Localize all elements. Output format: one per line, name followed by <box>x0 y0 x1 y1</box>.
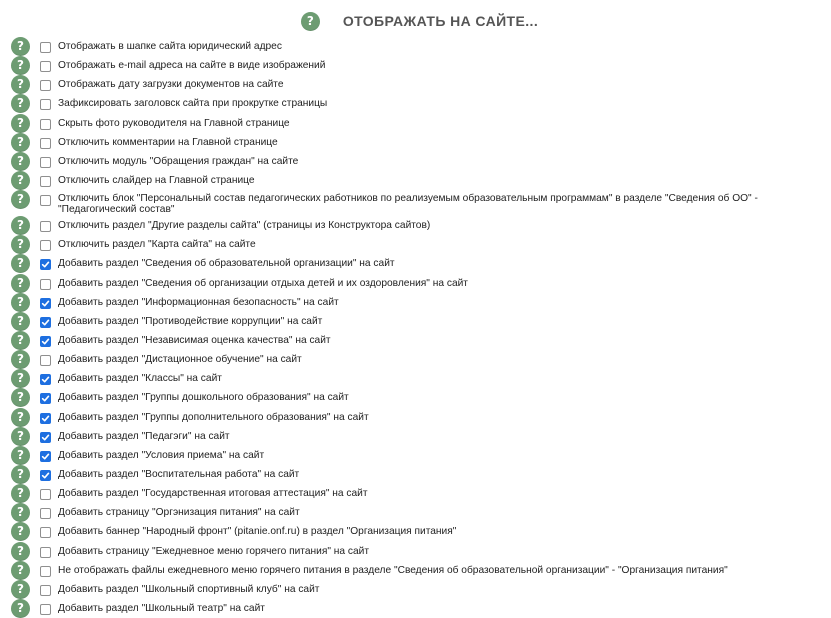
help-icon[interactable]: ? <box>11 561 30 580</box>
option-row[interactable] <box>0 56 831 75</box>
help-icon[interactable]: ? <box>11 274 30 293</box>
option-label[interactable]: Добавить раздел "Педагэги" на сайт <box>58 430 230 442</box>
checkbox-unchecked[interactable] <box>40 80 51 91</box>
option-row[interactable] <box>0 522 831 541</box>
option-label[interactable]: Добавить страницу "Оргэнизация питания" на сайт <box>58 507 300 519</box>
option-row[interactable] <box>0 216 831 235</box>
help-icon[interactable]: ? <box>11 254 30 273</box>
option-label[interactable]: Зафиксировать заголовск сайта при прокрутке страницы <box>58 98 328 110</box>
checkbox-unchecked[interactable] <box>40 99 51 110</box>
option-label[interactable]: Добавить раздел "Государственная итоговая аттестация" на сайт <box>58 488 368 500</box>
checkmark-icon <box>41 414 50 423</box>
checkbox-checked[interactable] <box>40 317 51 328</box>
help-icon[interactable]: ? <box>11 331 30 350</box>
help-icon[interactable]: ? <box>301 12 320 31</box>
option-label[interactable]: Добавить раздел "Противодействие коррупции" на сайт <box>58 315 323 327</box>
option-row[interactable] <box>0 152 831 171</box>
help-icon[interactable]: ? <box>11 171 30 190</box>
checkmark-icon <box>41 452 50 461</box>
option-label[interactable]: Добавить раздел "Школьный спортивный клуб" на сайт <box>58 583 320 595</box>
help-icon[interactable]: ? <box>11 465 30 484</box>
checkbox-unchecked[interactable] <box>40 604 51 615</box>
checkmark-icon <box>41 337 50 346</box>
help-icon[interactable]: ? <box>11 216 30 235</box>
checkbox-unchecked[interactable] <box>40 42 51 53</box>
option-label[interactable]: Отключить раздел "Карта сайта" на сайте <box>58 239 256 251</box>
option-row[interactable] <box>0 580 831 599</box>
help-icon[interactable]: ? <box>11 484 30 503</box>
option-row[interactable] <box>0 388 831 407</box>
help-icon[interactable]: ? <box>11 190 30 209</box>
page-title: ОТОБРАЖАТЬ НА САЙТЕ... <box>342 13 539 29</box>
option-row[interactable] <box>0 37 831 56</box>
help-icon[interactable]: ? <box>11 542 30 561</box>
checkbox-unchecked[interactable] <box>40 566 51 577</box>
checkmark-icon <box>41 471 50 480</box>
option-row[interactable] <box>0 94 831 113</box>
checkbox-unchecked[interactable] <box>40 61 51 72</box>
help-icon[interactable]: ? <box>11 580 30 599</box>
option-row[interactable] <box>0 312 831 331</box>
checkbox-checked[interactable] <box>40 336 51 347</box>
option-label[interactable]: Добавить раздел "Условия приема" на сайт <box>58 449 265 461</box>
option-label[interactable]: Добавить раздел "Группы дошкольного образования" на сайт <box>58 392 349 404</box>
option-row[interactable] <box>0 171 831 190</box>
help-icon[interactable]: ? <box>11 152 30 171</box>
checkbox-checked[interactable] <box>40 374 51 385</box>
checkbox-checked[interactable] <box>40 393 51 404</box>
option-row[interactable] <box>0 503 831 522</box>
checkbox-checked[interactable] <box>40 259 51 270</box>
checkbox-checked[interactable] <box>40 413 51 424</box>
option-row[interactable] <box>0 561 831 580</box>
checkmark-icon <box>41 433 50 442</box>
option-row[interactable] <box>0 427 831 446</box>
option-label[interactable]: Отключить модуль "Обращения граждан" на сайте <box>58 155 299 167</box>
checkbox-unchecked[interactable] <box>40 176 51 187</box>
option-label[interactable]: Скрыть фото руководителя на Главной странице <box>58 117 290 129</box>
checkbox-unchecked[interactable] <box>40 279 51 290</box>
option-label[interactable]: Отключить раздел "Другие разделы сайта" (страницы из Конструктора сайтов) <box>58 220 431 232</box>
checkbox-checked[interactable] <box>40 470 51 481</box>
option-row[interactable] <box>0 350 831 369</box>
option-label[interactable]: Не отображать файлы ежедневного меню горячего питания в разделе "Сведения об образовательной организации" - "Организация питания" <box>58 564 728 576</box>
checkbox-unchecked[interactable] <box>40 527 51 538</box>
help-icon[interactable]: ? <box>11 446 30 465</box>
checkbox-unchecked[interactable] <box>40 547 51 558</box>
help-icon[interactable]: ? <box>11 75 30 94</box>
option-label[interactable]: Добавить раздел "Независимая оценка качества" на сайт <box>58 334 331 346</box>
option-row[interactable] <box>0 369 831 388</box>
help-icon[interactable]: ? <box>11 388 30 407</box>
option-label[interactable]: Добавить раздел "Воспитательная работа" на сайт <box>58 468 300 480</box>
help-icon[interactable]: ? <box>11 522 30 541</box>
checkbox-unchecked[interactable] <box>40 221 51 232</box>
option-label[interactable]: Добавить раздел "Дистационное обучение" на сайт <box>58 354 302 366</box>
option-label[interactable]: Отключить блок "Персональный состав педагогических работников по реализуемым образовательным программам" в разделе "Сведения об ОО" - "Педагогический состав" <box>58 193 758 216</box>
option-row[interactable] <box>0 75 831 94</box>
help-icon[interactable]: ? <box>11 369 30 388</box>
option-label[interactable]: Добавить баннер "Народный фронт" (pitanie.onf.ru) в раздел "Организация питания" <box>58 526 457 538</box>
checkbox-unchecked[interactable] <box>40 489 51 500</box>
option-label[interactable]: Добавить раздел "Сведения об организации отдыха детей и их оздоровления" на сайт <box>58 277 468 289</box>
option-label[interactable]: Добавить страницу "Ежедневное меню горячего питания" на сайт <box>58 545 370 557</box>
option-label[interactable]: Отображать в шапке сайта юридический адрес <box>58 41 282 52</box>
option-row[interactable] <box>0 446 831 465</box>
option-label[interactable]: Отключить слайдер на Главной странице <box>58 174 255 186</box>
option-row[interactable] <box>0 235 831 254</box>
checkbox-checked[interactable] <box>40 298 51 309</box>
help-icon[interactable]: ? <box>11 133 30 152</box>
help-icon[interactable]: ? <box>11 293 30 312</box>
checkbox-unchecked[interactable] <box>40 585 51 596</box>
help-icon[interactable]: ? <box>11 312 30 331</box>
option-row[interactable] <box>0 190 831 216</box>
option-row[interactable] <box>0 465 831 484</box>
option-label[interactable]: Добавить раздел "Классы" на сайт <box>58 373 222 385</box>
option-label[interactable]: Отключить комментарии на Главной странице <box>58 136 278 148</box>
help-icon[interactable]: ? <box>11 37 30 56</box>
help-icon[interactable]: ? <box>11 56 30 75</box>
help-icon[interactable]: ? <box>11 408 30 427</box>
checkbox-unchecked[interactable] <box>40 138 51 149</box>
option-row[interactable] <box>0 274 831 293</box>
option-label[interactable]: Отображать e-mail адреса на сайте в виде изображений <box>58 60 326 72</box>
checkbox-unchecked[interactable] <box>40 195 51 206</box>
checkbox-unchecked[interactable] <box>40 157 51 168</box>
help-icon[interactable]: ? <box>11 94 30 113</box>
checkbox-unchecked[interactable] <box>40 508 51 519</box>
option-label[interactable]: Добавить раздел "Группы дополнительного образования" на сайт <box>58 411 369 423</box>
checkmark-icon <box>41 260 50 269</box>
options-list <box>0 37 831 618</box>
checkmark-icon <box>41 318 50 327</box>
checkbox-unchecked[interactable] <box>40 119 51 130</box>
checkmark-icon <box>41 394 50 403</box>
help-icon[interactable]: ? <box>11 235 30 254</box>
option-row[interactable] <box>0 114 831 133</box>
help-icon[interactable]: ? <box>11 599 30 618</box>
checkmark-icon <box>41 375 50 384</box>
option-row[interactable] <box>0 599 831 618</box>
option-row[interactable] <box>0 331 831 350</box>
checkbox-unchecked[interactable] <box>40 240 51 251</box>
option-row[interactable] <box>0 133 831 152</box>
checkbox-checked[interactable] <box>40 451 51 462</box>
option-label[interactable]: Добавить раздел "Сведения об образовательной организации" на сайт <box>58 258 395 270</box>
option-label[interactable]: Отображать дату загрузки документов на сайте <box>58 79 284 91</box>
help-icon[interactable]: ? <box>11 114 30 133</box>
checkbox-checked[interactable] <box>40 432 51 443</box>
help-icon[interactable]: ? <box>11 503 30 522</box>
option-row[interactable] <box>0 254 831 273</box>
option-row[interactable] <box>0 542 831 561</box>
option-label[interactable]: Добавить раздел "Школьный театр" на сайт <box>58 602 265 614</box>
option-label[interactable]: Добавить раздел "Информационная безопасность" на сайт <box>58 296 339 308</box>
option-row[interactable] <box>0 293 831 312</box>
settings-header <box>0 10 831 32</box>
option-row[interactable] <box>0 484 831 503</box>
checkbox-unchecked[interactable] <box>40 355 51 366</box>
option-row[interactable] <box>0 408 831 427</box>
help-icon[interactable]: ? <box>11 350 30 369</box>
checkmark-icon <box>41 299 50 308</box>
help-icon[interactable]: ? <box>11 427 30 446</box>
